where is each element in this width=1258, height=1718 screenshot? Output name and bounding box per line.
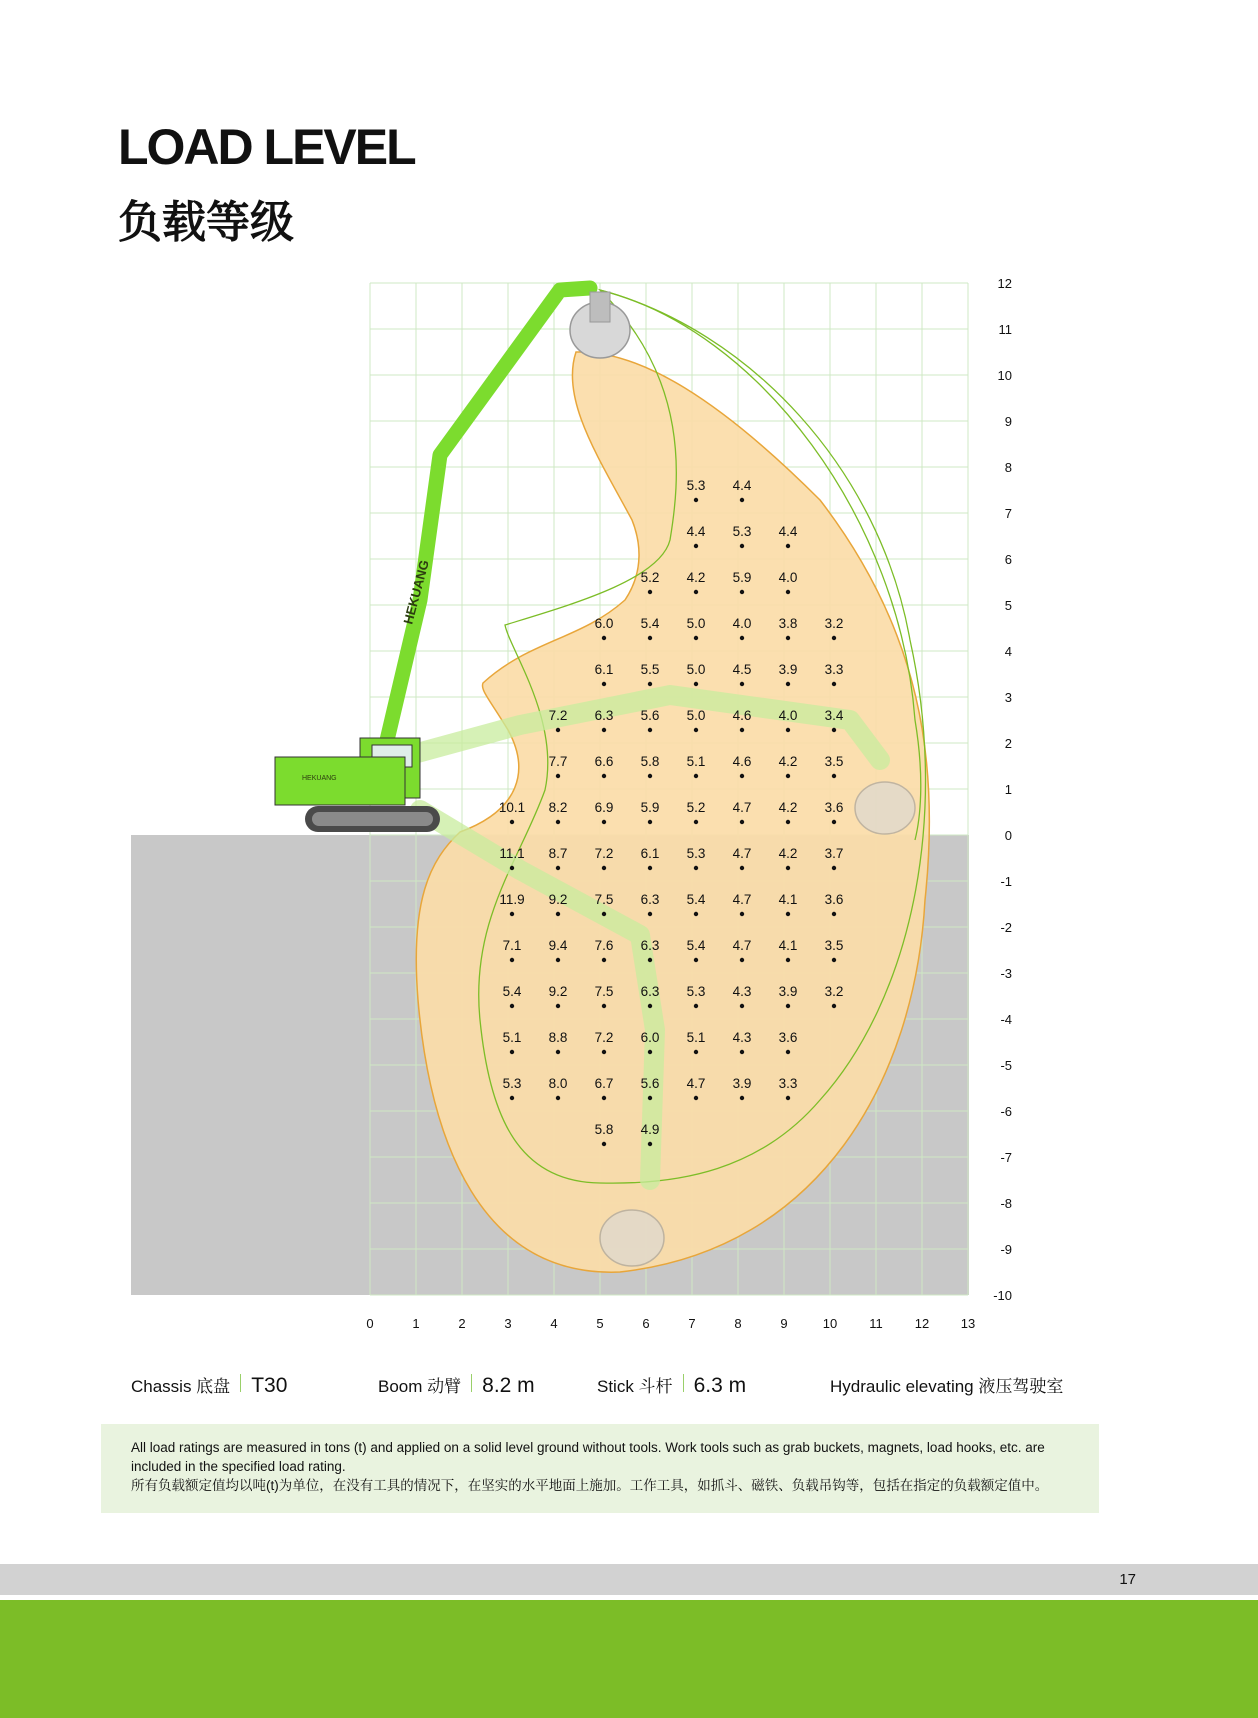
page-number: 17 (1119, 1571, 1136, 1588)
load-point-dot (740, 958, 744, 962)
load-value-label: 5.1 (686, 754, 706, 769)
load-point-dot (510, 912, 514, 916)
load-value-label: 8.2 (548, 800, 568, 815)
load-point-dot (786, 728, 790, 732)
x-tick-label: 0 (366, 1316, 374, 1331)
x-tick-label: 4 (550, 1316, 558, 1331)
load-value-label: 7.7 (548, 754, 568, 769)
load-point-dot (832, 820, 836, 824)
load-value-label: 4.2 (686, 570, 706, 585)
x-tick-label: 13 (960, 1316, 976, 1331)
load-value-label: 5.5 (640, 662, 660, 677)
load-point-dot (786, 1004, 790, 1008)
load-point-dot (556, 774, 560, 778)
x-tick-label: 7 (688, 1316, 696, 1331)
load-value-label: 6.1 (594, 662, 614, 677)
load-value-label: 6.1 (640, 846, 660, 861)
grapple-right-icon (855, 782, 915, 834)
load-value-label: 3.8 (778, 616, 798, 631)
load-point-dot (602, 1096, 606, 1100)
footer-band (0, 1564, 1258, 1595)
load-point-dot (740, 544, 744, 548)
load-value-label: 5.6 (640, 708, 660, 723)
engine-house (275, 757, 405, 805)
load-value-label: 5.0 (686, 662, 706, 677)
load-value-label: 6.3 (594, 708, 614, 723)
y-tick-label: 4 (1004, 644, 1012, 659)
spec-boom-label: Boom 动臂 (378, 1377, 462, 1396)
load-point-dot (740, 498, 744, 502)
spec-divider (471, 1374, 472, 1392)
load-point-dot (786, 1096, 790, 1100)
load-point-dot (602, 1142, 606, 1146)
load-point-dot (602, 958, 606, 962)
y-tick-label: 8 (1004, 460, 1012, 475)
spec-chassis-label: Chassis 底盘 (131, 1377, 231, 1396)
load-point-dot (602, 682, 606, 686)
y-tick-label: -10 (993, 1288, 1012, 1303)
x-tick-label: 11 (869, 1316, 883, 1331)
load-value-label: 7.5 (594, 892, 614, 907)
load-point-dot (740, 774, 744, 778)
spec-cab-label: Hydraulic elevating 液压驾驶室 (830, 1377, 1064, 1396)
load-point-dot (694, 590, 698, 594)
spec-cab (830, 1372, 1063, 1397)
load-value-label: 6.7 (594, 1076, 614, 1091)
load-point-dot (648, 682, 652, 686)
load-value-label: 4.7 (732, 892, 752, 907)
footer-accent-bar (0, 1600, 1258, 1718)
load-value-label: 7.2 (594, 1030, 614, 1045)
spec-boom-value: 8.2 m (482, 1374, 535, 1397)
x-tick-label: 3 (504, 1316, 512, 1331)
load-rating-note (101, 1424, 1099, 1513)
load-point-dot (694, 958, 698, 962)
load-point-dot (740, 728, 744, 732)
load-value-label: 4.2 (778, 846, 798, 861)
load-value-label: 11.9 (499, 892, 525, 907)
load-value-label: 6.0 (594, 616, 614, 631)
load-point-dot (648, 866, 652, 870)
y-tick-label: 11 (998, 322, 1012, 337)
load-point-dot (556, 820, 560, 824)
load-point-dot (556, 958, 560, 962)
load-point-dot (510, 1096, 514, 1100)
load-point-dot (694, 1050, 698, 1054)
note-chinese: 所有负载额定值均以吨(t)为单位，在没有工具的情况下，在坚实的水平地面上施加。工作工具，如抓斗、磁铁、负载吊钩等，包括在指定的负载额定值中。 (131, 1478, 1049, 1493)
note-english: All load ratings are measured in tons (t) and applied on a solid level ground without tools. Work tools such as grab buckets, magnets, load hooks, etc. are included in the specified load rating. (131, 1440, 1045, 1474)
load-value-label: 3.7 (824, 846, 844, 861)
load-value-label: 4.7 (732, 938, 752, 953)
load-point-dot (740, 866, 744, 870)
y-tick-label: -9 (1000, 1242, 1012, 1257)
load-value-label: 4.5 (732, 662, 752, 677)
spec-chassis (131, 1372, 287, 1398)
load-value-label: 5.6 (640, 1076, 660, 1091)
load-value-label: 4.7 (732, 800, 752, 815)
load-point-dot (786, 912, 790, 916)
load-value-label: 5.2 (640, 570, 660, 585)
load-value-label: 7.1 (502, 938, 522, 953)
load-value-label: 5.9 (732, 570, 752, 585)
load-value-label: 6.3 (640, 984, 660, 999)
spec-chassis-value: T30 (251, 1374, 288, 1397)
x-tick-label: 10 (822, 1316, 838, 1331)
grapple-bottom-icon (600, 1210, 664, 1266)
load-value-label: 4.4 (732, 478, 752, 493)
y-tick-label: 7 (1004, 506, 1012, 521)
load-point-dot (694, 820, 698, 824)
load-value-label: 3.2 (824, 616, 844, 631)
x-tick-label: 2 (458, 1316, 466, 1331)
load-point-dot (786, 544, 790, 548)
load-point-dot (740, 1004, 744, 1008)
load-point-dot (786, 820, 790, 824)
load-value-label: 4.6 (732, 754, 752, 769)
y-tick-label: 0 (1004, 828, 1012, 843)
load-point-dot (832, 682, 836, 686)
x-tick-label: 9 (780, 1316, 788, 1331)
load-point-dot (694, 728, 698, 732)
y-tick-label: 1 (1004, 782, 1012, 797)
spec-stick (597, 1372, 746, 1398)
load-value-label: 4.2 (778, 800, 798, 815)
load-value-label: 5.3 (686, 846, 706, 861)
load-point-dot (832, 912, 836, 916)
load-value-label: 6.3 (640, 892, 660, 907)
load-value-label: 4.0 (778, 708, 798, 723)
load-value-label: 4.3 (732, 1030, 752, 1045)
load-point-dot (786, 866, 790, 870)
y-tick-label: 5 (1004, 598, 1012, 613)
load-point-dot (694, 1096, 698, 1100)
load-value-label: 4.6 (732, 708, 752, 723)
load-point-dot (740, 912, 744, 916)
load-value-label: 7.2 (548, 708, 568, 723)
y-tick-label: -5 (1000, 1058, 1012, 1073)
load-point-dot (694, 544, 698, 548)
load-value-label: 10.1 (498, 800, 526, 815)
load-value-label: 5.0 (686, 616, 706, 631)
grapple-top-icon (570, 292, 630, 358)
y-tick-label: -8 (1000, 1196, 1012, 1211)
load-point-dot (740, 636, 744, 640)
load-value-label: 4.4 (778, 524, 798, 539)
load-value-label: 11.1 (499, 846, 525, 861)
load-point-dot (510, 1050, 514, 1054)
spec-stick-label: Stick 斗杆 (597, 1377, 673, 1396)
load-point-dot (602, 774, 606, 778)
load-value-label: 4.1 (778, 938, 798, 953)
load-point-dot (556, 866, 560, 870)
load-value-label: 3.2 (824, 984, 844, 999)
load-value-label: 4.0 (778, 570, 798, 585)
load-point-dot (602, 1050, 606, 1054)
load-envelope-outer (416, 352, 929, 1272)
load-point-dot (740, 820, 744, 824)
load-value-label: 8.0 (548, 1076, 568, 1091)
load-value-label: 8.8 (548, 1030, 568, 1045)
load-point-dot (694, 1004, 698, 1008)
load-point-dot (648, 1050, 652, 1054)
load-value-label: 5.1 (502, 1030, 522, 1045)
spec-stick-value: 6.3 m (693, 1374, 747, 1397)
load-point-dot (510, 820, 514, 824)
load-value-label: 9.2 (548, 892, 568, 907)
y-tick-label: 6 (1004, 552, 1012, 567)
load-point-dot (510, 866, 514, 870)
load-point-dot (510, 958, 514, 962)
load-point-dot (740, 590, 744, 594)
y-tick-label: -6 (1000, 1104, 1012, 1119)
x-tick-label: 6 (642, 1316, 650, 1331)
track-rollers (312, 812, 433, 826)
load-value-label: 5.3 (502, 1076, 522, 1091)
load-value-label: 5.3 (732, 524, 752, 539)
load-value-label: 9.2 (548, 984, 568, 999)
load-point-dot (648, 636, 652, 640)
load-point-dot (740, 1050, 744, 1054)
load-point-dot (648, 590, 652, 594)
x-tick-label: 5 (596, 1316, 604, 1331)
load-value-label: 5.3 (686, 478, 706, 493)
load-value-label: 4.0 (732, 616, 752, 631)
load-value-label: 5.0 (686, 708, 706, 723)
load-value-label: 3.6 (824, 892, 844, 907)
load-point-dot (786, 958, 790, 962)
load-point-dot (556, 728, 560, 732)
load-point-dot (786, 636, 790, 640)
load-value-label: 4.7 (686, 1076, 706, 1091)
load-point-dot (786, 682, 790, 686)
x-tick-label: 8 (734, 1316, 742, 1331)
y-tick-label: -2 (1000, 920, 1012, 935)
load-value-label: 3.9 (778, 662, 798, 677)
page-title: LOAD LEVEL (118, 119, 415, 175)
spec-boom (378, 1372, 535, 1398)
load-value-label: 4.3 (732, 984, 752, 999)
load-point-dot (786, 590, 790, 594)
load-value-label: 5.4 (502, 984, 522, 999)
load-point-dot (602, 866, 606, 870)
load-point-dot (832, 636, 836, 640)
x-tick-label: 1 (412, 1316, 420, 1331)
load-point-dot (648, 774, 652, 778)
load-point-dot (832, 728, 836, 732)
load-point-dot (556, 912, 560, 916)
load-value-label: 6.9 (594, 800, 614, 815)
spec-divider (683, 1374, 684, 1392)
load-value-label: 4.2 (778, 754, 798, 769)
load-point-dot (740, 682, 744, 686)
y-tick-label: 10 (997, 368, 1012, 383)
load-point-dot (602, 728, 606, 732)
load-value-label: 7.2 (594, 846, 614, 861)
load-point-dot (694, 636, 698, 640)
x-tick-label: 12 (914, 1316, 930, 1331)
load-value-label: 4.7 (732, 846, 752, 861)
boom-brand-label: HEKUANG (400, 558, 432, 626)
load-point-dot (832, 958, 836, 962)
load-point-dot (694, 912, 698, 916)
y-tick-label: 12 (997, 276, 1012, 291)
load-value-label: 4.9 (640, 1122, 660, 1137)
load-value-label: 6.0 (640, 1030, 660, 1045)
load-point-dot (694, 682, 698, 686)
load-value-label: 3.5 (824, 938, 844, 953)
load-value-label: 7.5 (594, 984, 614, 999)
load-value-label: 5.4 (686, 892, 706, 907)
y-tick-label: -4 (1000, 1012, 1012, 1027)
load-value-label: 3.9 (778, 984, 798, 999)
load-point-dot (694, 774, 698, 778)
load-value-label: 4.4 (686, 524, 706, 539)
load-value-label: 3.5 (824, 754, 844, 769)
load-point-dot (740, 1096, 744, 1100)
load-value-label: 5.9 (640, 800, 660, 815)
load-value-label: 3.9 (732, 1076, 752, 1091)
load-point-dot (556, 1004, 560, 1008)
load-point-dot (648, 1142, 652, 1146)
load-value-label: 3.4 (824, 708, 844, 723)
load-value-label: 4.1 (778, 892, 798, 907)
load-value-label: 5.1 (686, 1030, 706, 1045)
load-value-label: 6.3 (640, 938, 660, 953)
load-point-dot (556, 1050, 560, 1054)
load-value-label: 5.8 (640, 754, 660, 769)
load-point-dot (556, 1096, 560, 1100)
load-point-dot (602, 636, 606, 640)
load-value-label: 5.4 (640, 616, 660, 631)
load-point-dot (786, 774, 790, 778)
load-point-dot (602, 820, 606, 824)
y-tick-label: -1 (1000, 874, 1012, 889)
y-tick-label: -3 (1000, 966, 1012, 981)
load-point-dot (648, 958, 652, 962)
load-value-label: 3.6 (824, 800, 844, 815)
load-point-dot (510, 1004, 514, 1008)
load-value-label: 5.8 (594, 1122, 614, 1137)
y-tick-label: 3 (1004, 690, 1012, 705)
page-subtitle: 负载等级 (118, 197, 294, 248)
load-value-label: 5.3 (686, 984, 706, 999)
load-point-dot (832, 866, 836, 870)
load-point-dot (648, 912, 652, 916)
load-point-dot (832, 774, 836, 778)
load-value-label: 3.3 (778, 1076, 798, 1091)
y-tick-label: 9 (1004, 414, 1012, 429)
load-value-label: 9.4 (548, 938, 568, 953)
load-point-dot (648, 1096, 652, 1100)
load-point-dot (648, 1004, 652, 1008)
load-value-label: 3.3 (824, 662, 844, 677)
load-point-dot (694, 498, 698, 502)
load-point-dot (694, 866, 698, 870)
y-tick-label: 2 (1004, 736, 1012, 751)
load-value-label: 5.2 (686, 800, 706, 815)
load-point-dot (602, 1004, 606, 1008)
load-point-dot (786, 1050, 790, 1054)
spec-divider (240, 1374, 241, 1392)
load-value-label: 5.4 (686, 938, 706, 953)
load-value-label: 8.7 (548, 846, 568, 861)
y-tick-label: -7 (1000, 1150, 1012, 1165)
load-point-dot (648, 820, 652, 824)
load-point-dot (648, 728, 652, 732)
load-value-label: 6.6 (594, 754, 614, 769)
load-point-dot (832, 1004, 836, 1008)
load-point-dot (602, 912, 606, 916)
load-value-label: 7.6 (594, 938, 614, 953)
load-value-label: 3.6 (778, 1030, 798, 1045)
cab-brand-label: HEKUANG (302, 775, 337, 782)
